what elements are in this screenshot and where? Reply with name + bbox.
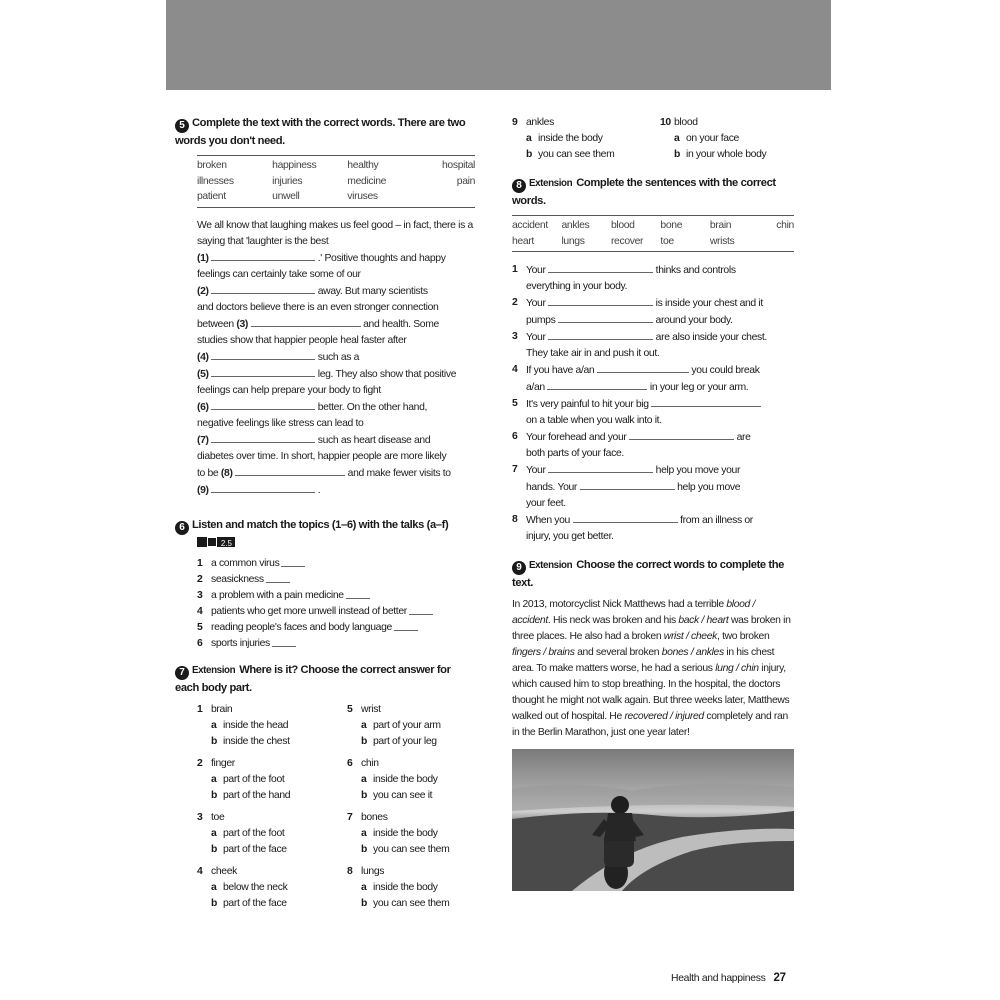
motorcyclist-illustration	[512, 749, 794, 891]
question-word: finger	[211, 757, 235, 769]
answer-blank[interactable]	[211, 399, 315, 410]
answer-blank[interactable]	[211, 283, 315, 294]
ex6-list	[197, 556, 475, 652]
question-number: 2	[197, 757, 203, 769]
ex5-wordbox	[197, 155, 475, 208]
question-head	[347, 810, 497, 826]
question-number: 7	[347, 811, 353, 823]
option-letter: b	[361, 789, 367, 801]
ex9-number-badge: 9	[512, 561, 526, 575]
wordbox-word	[759, 234, 794, 250]
question-number: 6	[347, 757, 353, 769]
wordbox-word: medicine	[347, 175, 387, 187]
question-number: 10	[660, 117, 671, 128]
blank-number: (3)	[236, 318, 249, 330]
question-head	[347, 864, 497, 880]
option-letter: b	[211, 735, 217, 747]
answer-blank[interactable]	[346, 588, 370, 599]
option-letter: a	[526, 133, 532, 144]
item-number: 3	[197, 589, 203, 601]
option-text: inside the body	[373, 773, 438, 785]
answer-option-a[interactable]	[197, 880, 347, 896]
ex8-number-badge: 8	[512, 179, 526, 193]
answer-blank[interactable]	[651, 396, 761, 407]
blank-number: (2)	[197, 285, 209, 297]
sentence-number: 5	[512, 398, 518, 409]
answer-blank[interactable]	[548, 329, 653, 340]
option-text: inside the head	[223, 719, 289, 731]
question-word: toe	[211, 811, 225, 823]
ex8-sentence	[512, 462, 794, 512]
ex7-continued	[512, 115, 794, 163]
option-text: on your face	[686, 133, 739, 144]
answer-option-a[interactable]	[512, 131, 660, 147]
wordbox-word: heart	[512, 235, 534, 247]
text-run: was broken in three places. He also had a broken	[512, 615, 791, 642]
blank-number: (9)	[197, 484, 209, 496]
answer-blank[interactable]	[235, 465, 345, 476]
sentence-line: When you from an illness or	[526, 512, 753, 529]
item-text: sports injuries	[211, 637, 270, 649]
question-word: bones	[361, 811, 388, 823]
ex5-line: (2) away. But many scientists	[197, 283, 475, 300]
sentence-number: 1	[512, 264, 518, 275]
option-text: inside the body	[373, 881, 438, 893]
right-column	[512, 115, 794, 891]
answer-blank[interactable]	[272, 636, 296, 647]
wordbox-word: brain	[709, 220, 732, 231]
wordbox-word	[422, 189, 475, 205]
body-part-question	[347, 810, 497, 858]
sentence-body	[526, 512, 753, 545]
item-text: patients who get more unwell instead of better	[211, 605, 407, 617]
option-text: part of the foot	[223, 827, 285, 839]
sentence-line: hands. Your help you move	[526, 479, 740, 496]
option-text: part of your arm	[373, 719, 441, 731]
question-number: 8	[347, 865, 353, 877]
option-text: part of the hand	[223, 789, 291, 801]
answer-option-b[interactable]	[197, 734, 347, 750]
option-text: part of your leg	[373, 735, 437, 747]
ex5-line: (5) leg. They also show that positive	[197, 366, 475, 383]
sentence-line: If you have a/an you could break	[526, 362, 760, 379]
answer-blank[interactable]	[251, 316, 361, 327]
wordbox-word: happiness	[272, 160, 317, 171]
wordbox-row	[512, 218, 794, 234]
wordbox-word: bone	[660, 220, 683, 231]
item-text: reading people's faces and body language	[211, 621, 392, 633]
answer-blank[interactable]	[394, 620, 418, 631]
answer-blank[interactable]	[211, 366, 315, 377]
question-word: chin	[361, 757, 379, 769]
wordbox-word: pain	[456, 175, 476, 187]
text-run: injury, which caused him to stop breathing. In the hospital, the doctors thought he might not walk again. But three weeks later, Matthews walked out of hospital. He	[512, 663, 790, 722]
answer-option-a[interactable]	[347, 772, 497, 788]
answer-blank[interactable]	[548, 295, 653, 306]
option-letter: a	[361, 827, 367, 839]
answer-blank[interactable]	[548, 262, 653, 273]
option-letter: b	[361, 843, 367, 855]
body-part-question	[197, 756, 347, 804]
ex5-line-cont: feelings can certainly take some of our	[197, 268, 361, 280]
ex6-number-badge: 6	[175, 521, 189, 535]
option-letter: b	[674, 149, 680, 160]
wordbox-row	[197, 174, 475, 190]
ex8-sentence	[512, 362, 794, 396]
word-choice[interactable]: lung / chin	[715, 663, 759, 674]
page-number: 27	[773, 972, 786, 984]
option-text: you can see them	[373, 897, 450, 909]
ex5-line-cont: diabetes over time. In short, happier people are more likely	[197, 450, 447, 462]
wordbox-row	[197, 189, 475, 205]
blank-number: (5)	[197, 368, 209, 380]
answer-option-a[interactable]	[347, 718, 497, 734]
ex5-intro: We all know that laughing makes us feel good – in fact, there is a saying that 'laughter is the best	[197, 219, 473, 247]
text-run: and several broken	[574, 647, 662, 658]
item-number: 5	[197, 621, 203, 633]
motorcyclist-photo	[512, 749, 794, 891]
ex6-item	[197, 572, 475, 588]
word-choice[interactable]: wrist / cheek	[663, 631, 717, 642]
answer-option-b[interactable]	[347, 734, 497, 750]
ex5-line-cont: studies show that happier people heal faster after	[197, 334, 407, 346]
ex6-item	[197, 636, 475, 652]
option-text: you can see it	[373, 789, 433, 801]
ex8-heading: 8 Extension Complete the sentences with the correct words.	[512, 177, 776, 207]
ex9-text	[512, 597, 794, 741]
sentence-line: both parts of your face.	[526, 448, 624, 459]
answer-option-a[interactable]	[347, 826, 497, 842]
text-run: In 2013, motorcyclist Nick Matthews had a terrible	[512, 599, 727, 610]
ex5-line: between (3) and health. Some	[197, 316, 475, 333]
item-text: seasickness	[211, 573, 264, 585]
option-text: part of the face	[223, 897, 287, 909]
wordbox-word: toe	[660, 235, 674, 247]
question-head	[197, 864, 347, 880]
question-word: wrist	[361, 703, 381, 715]
wordbox-word: broken	[197, 160, 227, 171]
ex6-item	[197, 620, 475, 636]
answer-blank[interactable]	[547, 379, 647, 390]
option-letter: a	[674, 133, 680, 144]
sentence-body	[526, 396, 761, 429]
answer-option-b[interactable]	[347, 896, 497, 912]
blank-number: (1)	[197, 252, 209, 264]
question-word: ankles	[526, 117, 554, 128]
sentence-number: 8	[512, 514, 518, 525]
answer-blank[interactable]	[211, 250, 315, 261]
text-run: . His neck was broken and his	[547, 615, 679, 626]
sentence-body	[526, 429, 751, 462]
option-letter: a	[211, 827, 217, 839]
sentence-line: Your help you move your	[526, 462, 740, 479]
answer-option-b[interactable]	[512, 147, 660, 163]
item-number: 6	[197, 637, 203, 649]
question-word: blood	[674, 117, 698, 128]
sentence-number: 6	[512, 431, 518, 442]
ex6-item	[197, 588, 475, 604]
sentence-line: a/an in your leg or your arm.	[526, 379, 760, 396]
sentence-line: everything in your body.	[526, 281, 628, 292]
answer-option-a[interactable]	[660, 131, 794, 147]
question-word: lungs	[361, 865, 385, 877]
sentence-number: 4	[512, 364, 518, 375]
answer-blank[interactable]	[266, 572, 290, 583]
sentence-body	[526, 295, 763, 329]
ex5-line-cont: negative feelings like stress can lead to	[197, 417, 364, 429]
option-text: you can see them	[373, 843, 450, 855]
answer-blank[interactable]	[211, 482, 315, 493]
ex5-line: (9) .	[197, 482, 475, 499]
audio-icon	[207, 537, 217, 547]
ex8-sentence	[512, 262, 794, 295]
option-text: in your whole body	[686, 149, 767, 160]
question-word: cheek	[211, 865, 237, 877]
ex8-sentence	[512, 512, 794, 545]
ex5-line: (1) .' Positive thoughts and happy	[197, 250, 475, 267]
wordbox-word: hospital	[442, 160, 476, 171]
option-text: part of the foot	[223, 773, 285, 785]
body-part-question	[660, 115, 794, 163]
text-run: in his chest area. To make matters worse, he had a serious	[512, 647, 775, 674]
sentence-line: They take air in and push it out.	[526, 348, 660, 359]
text-run: , two broken	[717, 631, 770, 642]
answer-blank[interactable]	[211, 349, 315, 360]
answer-option-b[interactable]	[197, 842, 347, 858]
option-letter: a	[211, 773, 217, 785]
answer-option-a[interactable]	[347, 880, 497, 896]
body-part-question	[347, 756, 497, 804]
option-text: inside the body	[373, 827, 438, 839]
option-letter: b	[361, 897, 367, 909]
option-letter: a	[361, 881, 367, 893]
ex7-heading: 7 Extension Where is it? Choose the correct answer for each body part.	[175, 663, 451, 694]
question-number: 9	[512, 117, 518, 128]
answer-blank[interactable]	[211, 432, 315, 443]
ex8-sentence	[512, 396, 794, 429]
page-footer	[671, 972, 786, 984]
item-text: a common virus	[211, 557, 280, 569]
ex6-item	[197, 556, 475, 572]
option-text: part of the face	[223, 843, 287, 855]
body-part-question	[347, 864, 497, 912]
question-head	[512, 115, 660, 131]
question-head	[197, 756, 347, 772]
option-letter: b	[526, 149, 532, 160]
item-number: 2	[197, 573, 203, 585]
sentence-line: Your forehead and your are	[526, 429, 751, 446]
wordbox-word: wrists	[709, 235, 735, 247]
wordbox-word: lungs	[561, 235, 585, 247]
ex8-list	[512, 262, 794, 545]
sentence-number: 7	[512, 464, 518, 475]
option-letter: a	[211, 881, 217, 893]
body-part-question	[512, 115, 660, 163]
sentence-line: pumps around your body.	[526, 312, 763, 329]
option-letter: b	[211, 897, 217, 909]
wordbox-word: illnesses	[197, 175, 234, 187]
option-text: inside the body	[538, 133, 603, 144]
body-part-question	[197, 810, 347, 858]
ex9-heading: 9 Extension Choose the correct words to complete the text.	[512, 559, 785, 589]
wordbox-word: healthy	[347, 160, 379, 171]
word-choice[interactable]: bones / ankles	[661, 647, 724, 658]
option-text: below the neck	[223, 881, 288, 893]
question-head	[660, 115, 794, 131]
option-letter: b	[211, 843, 217, 855]
sentence-body	[526, 262, 736, 295]
question-number: 1	[197, 703, 203, 715]
answer-option-a[interactable]	[197, 772, 347, 788]
word-choice[interactable]: recovered / injured	[624, 711, 704, 722]
ex5-line-cont: and doctors believe there is an even stronger connection	[197, 301, 439, 313]
ex5-line: (6) better. On the other hand,	[197, 399, 475, 416]
blank-number: (8)	[220, 467, 233, 479]
question-word: brain	[211, 703, 233, 715]
ex8-wordbox	[512, 215, 794, 252]
answer-blank[interactable]	[558, 312, 653, 323]
question-head	[197, 702, 347, 718]
wordbox-row	[197, 158, 475, 174]
answer-option-a[interactable]	[197, 826, 347, 842]
answer-option-b[interactable]	[660, 147, 794, 163]
answer-option-b[interactable]	[197, 788, 347, 804]
body-part-question	[347, 702, 497, 750]
sentence-number: 3	[512, 331, 518, 342]
option-text: inside the chest	[223, 735, 290, 747]
answer-blank[interactable]	[409, 604, 433, 615]
item-number: 1	[197, 557, 203, 569]
wordbox-word: injuries	[272, 175, 303, 187]
question-head	[347, 756, 497, 772]
sentence-body	[526, 362, 760, 396]
question-number: 4	[197, 865, 203, 877]
item-text: a problem with a pain medicine	[211, 589, 344, 601]
answer-blank[interactable]	[629, 429, 734, 440]
text-run: completely and ran in the Berlin Marathon, just one year later!	[512, 711, 788, 738]
audio-track-badge[interactable]: 2.5	[197, 537, 235, 547]
word-choice[interactable]: back / heart	[678, 615, 729, 626]
wordbox-word: patient	[197, 191, 226, 202]
ex6-heading: 6 Listen and match the topics (1–6) with the talks (a–f)	[175, 517, 475, 535]
answer-blank[interactable]	[573, 512, 678, 523]
body-part-question	[197, 864, 347, 912]
sentence-line: Your are also inside your chest.	[526, 329, 767, 346]
answer-blank[interactable]	[548, 462, 653, 473]
wordbox-word: chin	[776, 220, 794, 231]
ex8-sentence	[512, 295, 794, 329]
question-head	[347, 702, 497, 718]
answer-option-b[interactable]	[347, 842, 497, 858]
footer-section: Health and happiness	[671, 973, 766, 984]
ex7-questions	[197, 702, 475, 912]
wordbox-word: accident	[512, 220, 548, 231]
sentence-body	[526, 329, 767, 362]
blank-number: (4)	[197, 351, 209, 363]
option-letter: a	[361, 719, 367, 731]
word-choice[interactable]: fingers / brains	[512, 647, 575, 658]
ex5-number-badge: 5	[175, 119, 189, 133]
ex5-line: (7) such as heart disease and	[197, 432, 475, 449]
ex7-number-badge: 7	[175, 666, 189, 680]
ex6-item	[197, 604, 475, 620]
wordbox-word: viruses	[347, 191, 378, 202]
wordbox-word: blood	[610, 220, 635, 231]
body-part-question	[197, 702, 347, 750]
wordbox-word: unwell	[272, 191, 300, 202]
answer-blank[interactable]	[580, 479, 675, 490]
answer-blank[interactable]	[281, 556, 305, 567]
question-number: 3	[197, 811, 203, 823]
answer-blank[interactable]	[597, 362, 689, 373]
blank-number: (7)	[197, 434, 209, 446]
answer-option-a[interactable]	[197, 718, 347, 734]
ex5-heading: 5 Complete the text with the correct words. There are two words you don't need.	[175, 117, 466, 147]
item-number: 4	[197, 605, 203, 617]
wordbox-row	[512, 234, 794, 250]
answer-option-b[interactable]	[197, 896, 347, 912]
option-letter: b	[211, 789, 217, 801]
word-choice[interactable]: blood / accident	[512, 599, 756, 626]
sentence-number: 2	[512, 297, 518, 308]
option-text: you can see them	[538, 149, 615, 160]
left-column	[175, 115, 475, 912]
sentence-line: injury, you get better.	[526, 531, 614, 542]
sentence-line: It's very painful to hit your big	[526, 396, 761, 413]
wordbox-word: recover	[610, 235, 644, 247]
option-letter: a	[211, 719, 217, 731]
sentence-line: Your is inside your chest and it	[526, 295, 763, 312]
answer-option-b[interactable]	[347, 788, 497, 804]
sentence-line: your feet.	[526, 498, 566, 509]
question-number: 5	[347, 703, 353, 715]
ex5-text	[197, 218, 475, 499]
option-letter: b	[361, 735, 367, 747]
ex8-sentence	[512, 429, 794, 462]
blank-number: (6)	[197, 401, 209, 413]
sentence-line: on a table when you walk into it.	[526, 415, 662, 426]
option-letter: a	[361, 773, 367, 785]
ex5-line-cont: feelings can help prepare your body to fight	[197, 384, 381, 396]
wordbox-word: ankles	[561, 220, 590, 231]
sentence-body	[526, 462, 740, 512]
question-head	[197, 810, 347, 826]
ex5-line: to be (8) and make fewer visits to	[197, 465, 475, 482]
sentence-line: Your thinks and controls	[526, 262, 736, 279]
ex5-line: (4) such as a	[197, 349, 475, 366]
header-band	[166, 0, 831, 90]
ex8-sentence	[512, 329, 794, 362]
